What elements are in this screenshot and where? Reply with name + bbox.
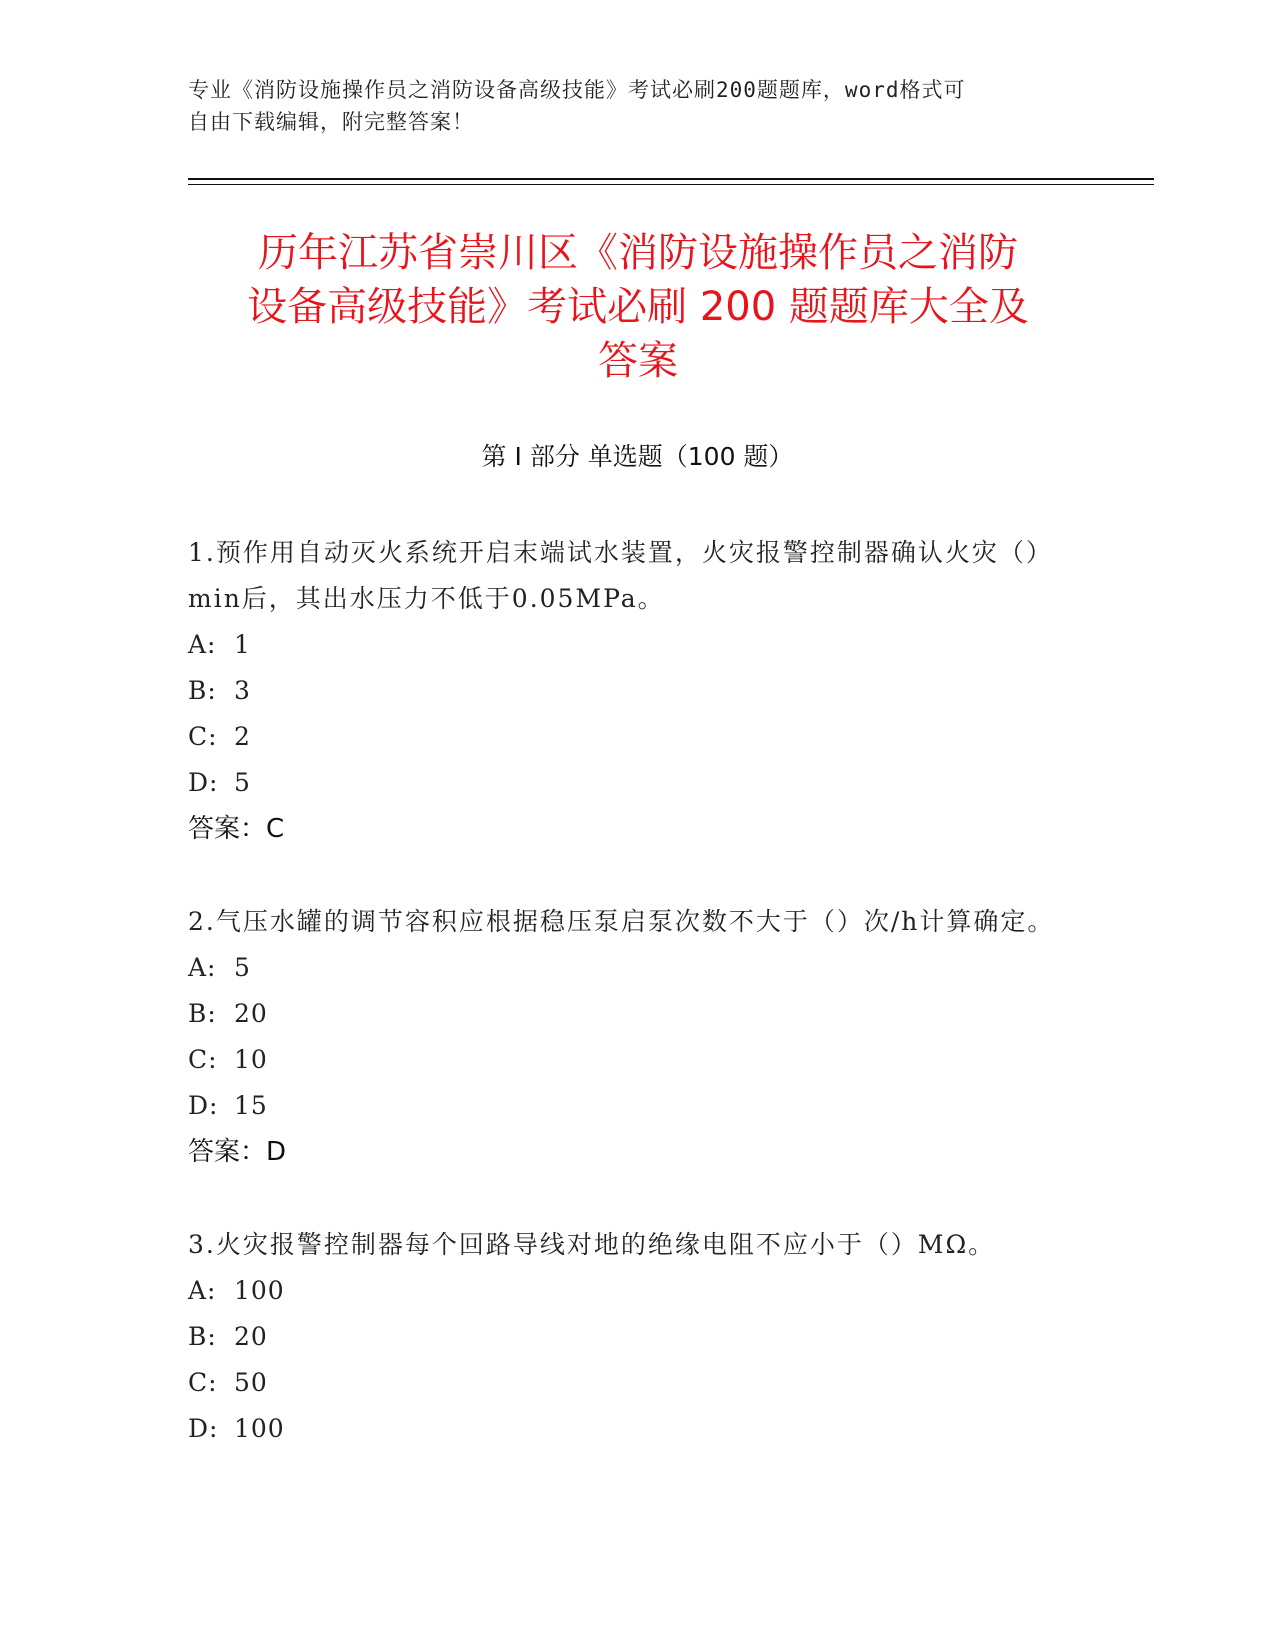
answer-line: 答案：C (188, 814, 285, 844)
question-2 (188, 899, 1088, 1175)
option-key: C: (188, 1045, 218, 1074)
option-key: A: (188, 953, 217, 982)
option-text: 50 (234, 1368, 268, 1397)
option-a (188, 945, 1088, 991)
option-text: 5 (234, 768, 251, 797)
document-title-line-3: 答案 (598, 338, 678, 384)
option-b (188, 991, 1088, 1037)
option-key: D: (188, 768, 219, 797)
option-c (188, 1360, 1088, 1406)
option-text: 2 (234, 722, 251, 751)
header-divider-thin (188, 184, 1154, 185)
option-key: D: (188, 1091, 219, 1120)
question-stem: 2.气压水罐的调节容积应根据稳压泵启泵次数不大于（）次/h计算确定。 (188, 907, 1055, 936)
option-key: B: (188, 999, 217, 1028)
header-note (188, 74, 1068, 138)
document-title-line-2: 设备高级技能》考试必刷 200 题题库大全及 (247, 284, 1029, 330)
section-title: 第 I 部分 单选题（100 题） (481, 442, 794, 471)
option-a (188, 622, 1088, 668)
document-title (188, 226, 1088, 388)
option-key: A: (188, 630, 217, 659)
option-text: 15 (234, 1091, 268, 1120)
option-d (188, 760, 1088, 806)
header-note-line-1: 专业《消防设施操作员之消防设备高级技能》考试必刷200题题库，word格式可 (188, 78, 966, 102)
option-key: B: (188, 676, 217, 705)
option-text: 100 (234, 1276, 285, 1305)
question-list (188, 530, 1088, 1499)
option-c (188, 714, 1088, 760)
option-text: 20 (234, 1322, 268, 1351)
document-title-line-1: 历年江苏省崇川区《消防设施操作员之消防 (258, 230, 1018, 276)
option-b (188, 668, 1088, 714)
option-text: 10 (234, 1045, 268, 1074)
option-text: 20 (234, 999, 268, 1028)
option-text: 5 (234, 953, 251, 982)
option-b (188, 1314, 1088, 1360)
option-a (188, 1268, 1088, 1314)
question-3 (188, 1222, 1088, 1452)
option-key: A: (188, 1276, 217, 1305)
option-key: B: (188, 1322, 217, 1351)
header-note-line-2: 自由下载编辑，附完整答案！ (188, 110, 474, 134)
option-text: 1 (234, 630, 251, 659)
option-key: D: (188, 1414, 219, 1443)
question-stem: 3.火灾报警控制器每个回路导线对地的绝缘电阻不应小于（）MΩ。 (188, 1230, 996, 1259)
header-divider-thick (188, 178, 1154, 180)
option-text: 3 (234, 676, 251, 705)
question-stem: 1.预作用自动灭火系统开启末端试水装置，火灾报警控制器确认火灾（）min后，其出水压力不低于0.05MPa。 (188, 538, 1053, 613)
option-key: C: (188, 1368, 218, 1397)
option-c (188, 1037, 1088, 1083)
question-1 (188, 530, 1088, 852)
option-text: 100 (234, 1414, 285, 1443)
option-d (188, 1406, 1088, 1452)
answer-line: 答案：D (188, 1137, 287, 1167)
option-key: C: (188, 722, 218, 751)
option-d (188, 1083, 1088, 1129)
